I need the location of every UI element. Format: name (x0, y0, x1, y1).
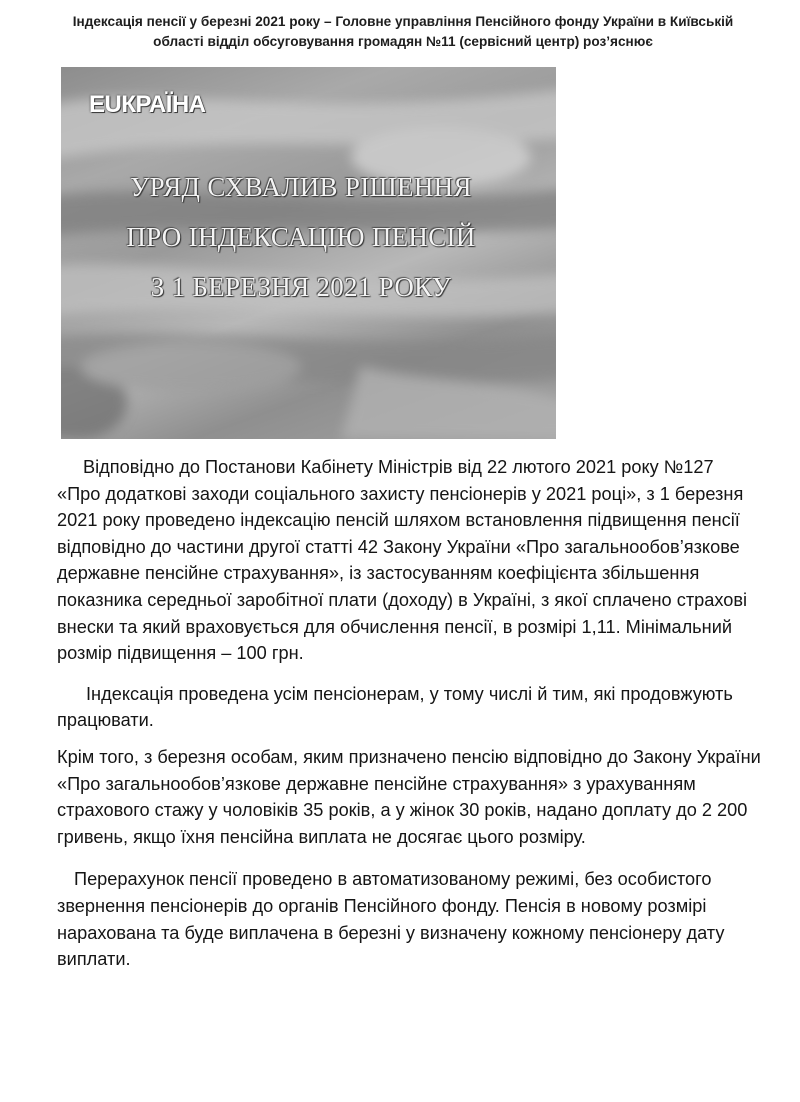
news-photo (61, 67, 556, 439)
paragraph: Перерахунок пенсії проведено в автоматизованому режимі, без особистого звернення пенсіонерів до органів Пенсійного фонду. Пенсія в новому розмірі нарахована та буде виплачена в березні у визначену кожному пенсіонеру дату виплати. (57, 869, 725, 970)
page-title: Індексація пенсії у березні 2021 року – Головне управління Пенсійного фонду України в Київській області відділ обсуговування громадян №11 (сервісний центр) роз’яснює (72, 14, 734, 49)
photo-logo: EUКРАЇНА (89, 91, 206, 118)
headline-line: УРЯД СХВАЛИВ РІШЕННЯ (130, 172, 472, 202)
article-body (57, 454, 762, 973)
headline-line: ПРО ІНДЕКСАЦІЮ ПЕНСІЙ (126, 222, 476, 252)
paragraph: Крім того, з березня особам, яким призначено пенсію відповідно до Закону України «Про загальнообов’язкове державне пенсійне страхування» з урахуванням страхового стажу у чоловіків 35 років, а у жінок 30 років, надано доплату до 2 200 гривень, якщо їхня пенсійна виплата не досягає цього розміру. (57, 746, 761, 847)
paragraph: Індексація проведена усім пенсіонерам, у тому числі й тим, які продовжують працювати. (57, 683, 733, 731)
paragraph: Відповідно до Постанови Кабінету Міністрів від 22 лютого 2021 року №127 «Про додаткові заходи соціального захисту пенсіонерів у 2021 році», з 1 березня 2021 року проведено індексацію пенсій шляхом встановлення підвищення пенсії відповідно до частини другої статті 42 Закону України «Про загальнообов’язкове державне пенсійне страхування», із застосуванням коефіцієнта збільшення показника середньої заробітної плати (доходу) в Україні, з якої сплачено страхові внески та який враховується для обчислення пенсії, в розмірі 1,11. Мінімальний розмір підвищення – 100 грн. (57, 457, 748, 664)
photo-headline (81, 162, 521, 312)
headline-line: З 1 БЕРЕЗНЯ 2021 РОКУ (150, 272, 452, 302)
